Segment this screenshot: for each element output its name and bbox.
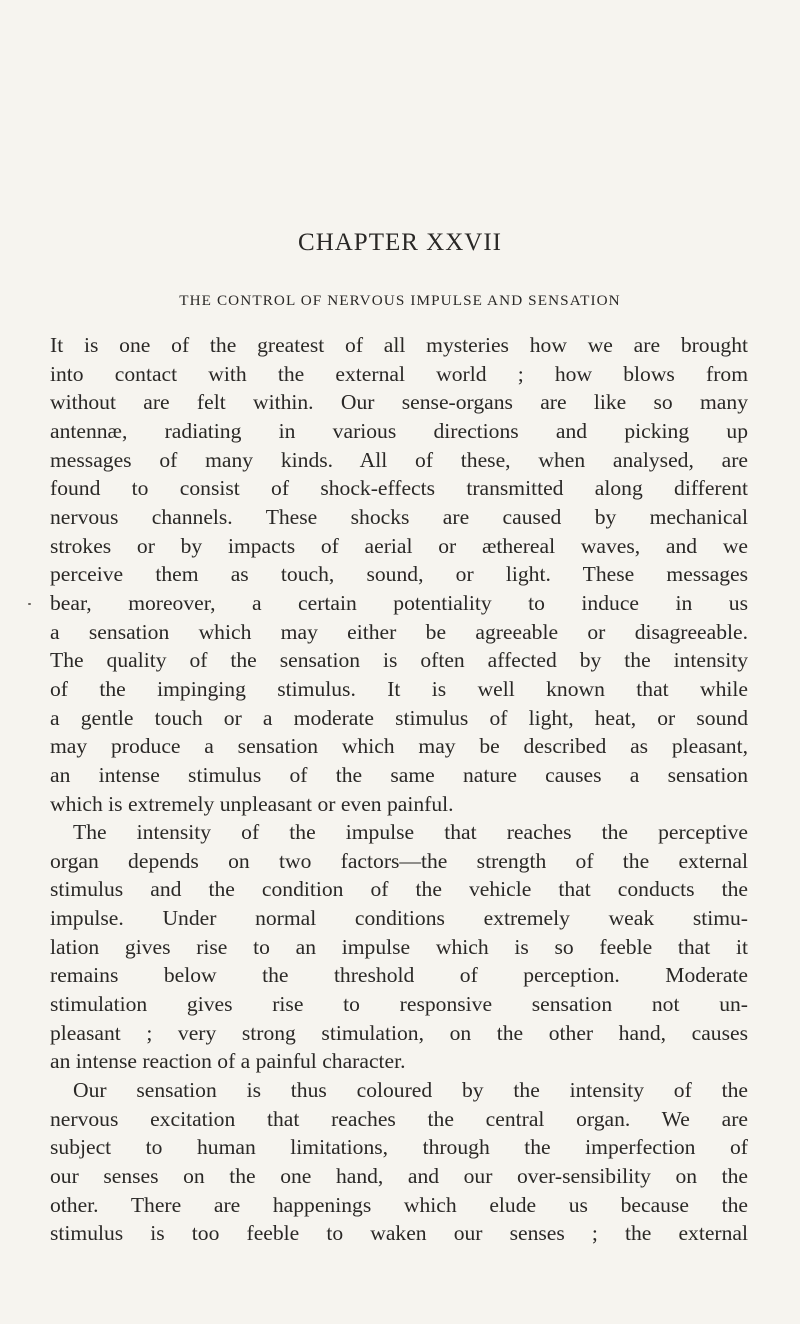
text-line: stimulus and the condition of the vehicle that conducts the <box>50 877 748 902</box>
text-line: our senses on the one hand, and our over-sensibility on the <box>50 1164 748 1189</box>
text-line: nervous channels. These shocks are caused by mechanical <box>50 504 748 529</box>
text-line: The quality of the sensation is often affected by the intensity <box>50 648 748 673</box>
text-line: stimulus is too feeble to waken our senses ; the external <box>50 1221 748 1246</box>
body-text <box>50 331 748 1248</box>
text-line: impulse. Under normal conditions extremely weak stimu- <box>50 906 748 931</box>
text-line: which is extremely unpleasant or even painful. <box>50 791 454 816</box>
chapter-title: CHAPTER XXVII <box>298 229 502 256</box>
text-line: nervous excitation that reaches the central organ. We are <box>50 1106 748 1131</box>
text-line: subject to human limitations, through the imperfection of <box>50 1135 748 1160</box>
text-line: messages of many kinds. All of these, when analysed, are <box>50 447 748 472</box>
text-line: a sensation which may either be agreeable or disagreeable. <box>50 619 748 644</box>
text-line: strokes or by impacts of aerial or æthereal waves, and we <box>50 533 748 558</box>
text-line: antennæ, radiating in various directions and picking up <box>50 418 748 443</box>
text-line: an intense stimulus of the same nature causes a sensation <box>50 762 748 787</box>
text-line: pleasant ; very strong stimulation, on the other hand, causes <box>50 1020 748 1045</box>
text-line: a gentle touch or a moderate stimulus of light, heat, or sound <box>50 705 748 730</box>
text-line: other. There are happenings which elude us because the <box>50 1192 748 1217</box>
text-line: into contact with the external world ; how blows from <box>50 361 748 386</box>
text-line: The intensity of the impulse that reaches the perceptive <box>73 820 748 845</box>
text-line: perceive them as touch, sound, or light. These messages <box>50 562 748 587</box>
text-line: bear, moreover, a certain potentiality to induce in us <box>50 590 748 615</box>
text-line: Our sensation is thus coloured by the intensity of the <box>73 1078 748 1103</box>
chapter-subtitle: THE CONTROL OF NERVOUS IMPULSE AND SENSATION <box>179 292 621 309</box>
text-line: remains below the threshold of perception. Moderate <box>50 963 748 988</box>
text-line: may produce a sensation which may be described as pleasant, <box>50 734 748 759</box>
text-line: stimulation gives rise to responsive sensation not un- <box>50 992 748 1017</box>
text-line: found to consist of shock-effects transmitted along different <box>50 476 748 501</box>
text-line: It is one of the greatest of all mysteries how we are brought <box>50 333 748 357</box>
text-line: an intense reaction of a painful character. <box>50 1049 406 1074</box>
text-line: lation gives rise to an impulse which is so feeble that it <box>50 934 748 959</box>
text-line: organ depends on two factors—the strength of the external <box>50 848 748 873</box>
text-line: without are felt within. Our sense-organs are like so many <box>50 390 748 415</box>
text-line: of the impinging stimulus. It is well known that while <box>50 676 748 701</box>
margin-speck <box>28 603 31 605</box>
